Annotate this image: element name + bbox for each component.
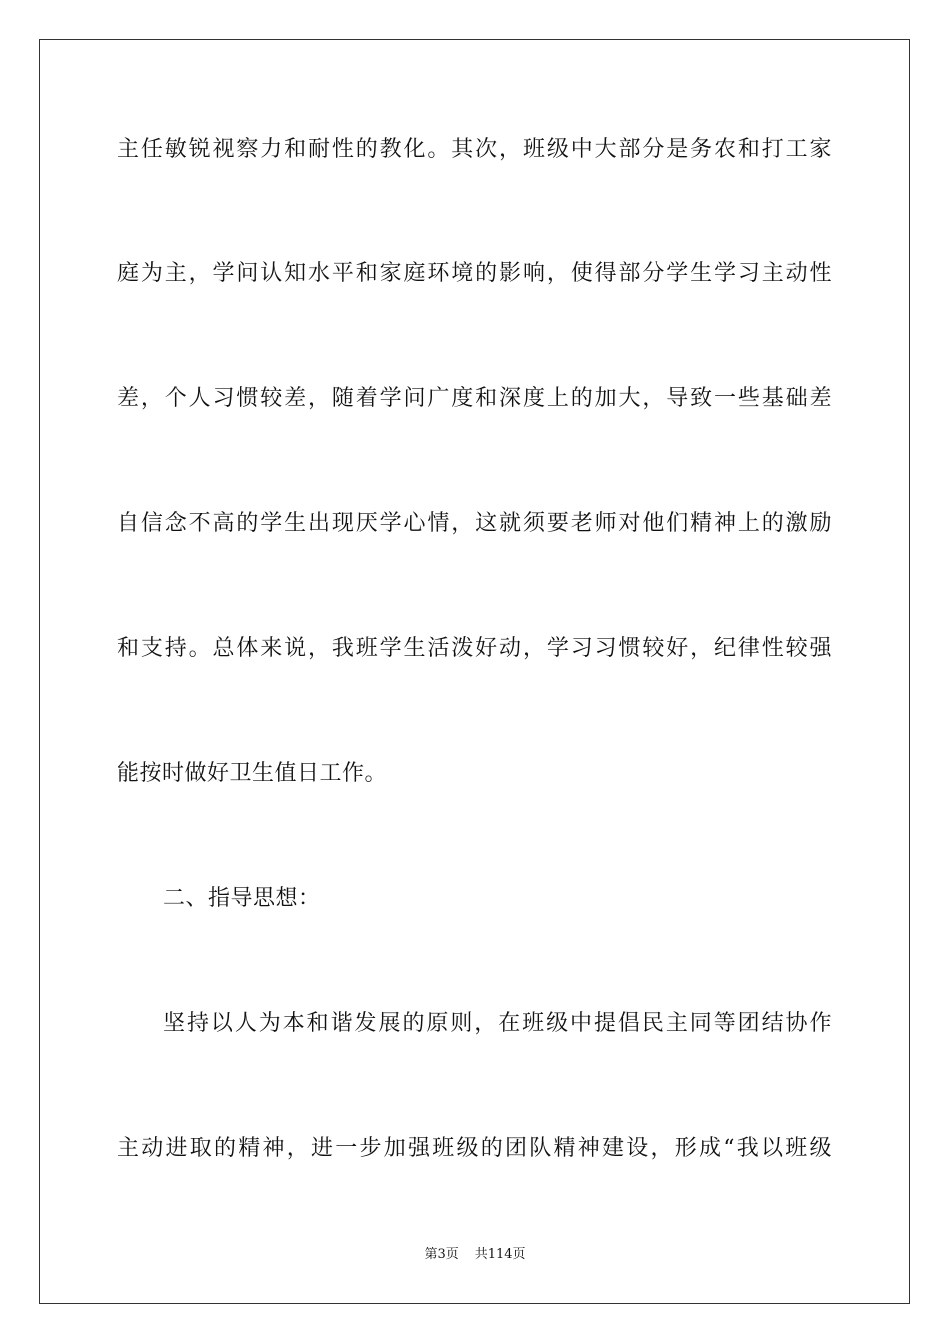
- page-border: [39, 39, 910, 1304]
- page-number: 第3页: [424, 1247, 459, 1262]
- body-text-line-1: 主任敏锐视察力和耐性的教化。其次，班级中大部分是务农和打工家: [117, 137, 832, 162]
- body-text-line-5: 和支持。总体来说，我班学生活泼好动，学习习惯较好，纪律性较强: [117, 636, 832, 661]
- body-text-line-3: 差，个人习惯较差，随着学问广度和深度上的加大，导致一些基础差: [117, 386, 832, 411]
- body-text-line-4: 自信念不高的学生出现厌学心情，这就须要老师对他们精神上的激励: [117, 511, 832, 536]
- page-footer: [0, 1246, 950, 1264]
- body-text-line-2: 庭为主，学问认知水平和家庭环境的影响，使得部分学生学习主动性: [117, 261, 832, 286]
- body-text-line-7: 坚持以人为本和谐发展的原则，在班级中提倡民主同等团结协作: [163, 1011, 832, 1036]
- section-heading: 二、指导思想：: [163, 886, 321, 911]
- page-total: 共114页: [474, 1247, 526, 1262]
- body-text-line-6: 能按时做好卫生值日工作。: [117, 761, 388, 786]
- body-text-line-8: 主动进取的精神，进一步加强班级的团队精神建设，形成“我以班级: [117, 1136, 832, 1161]
